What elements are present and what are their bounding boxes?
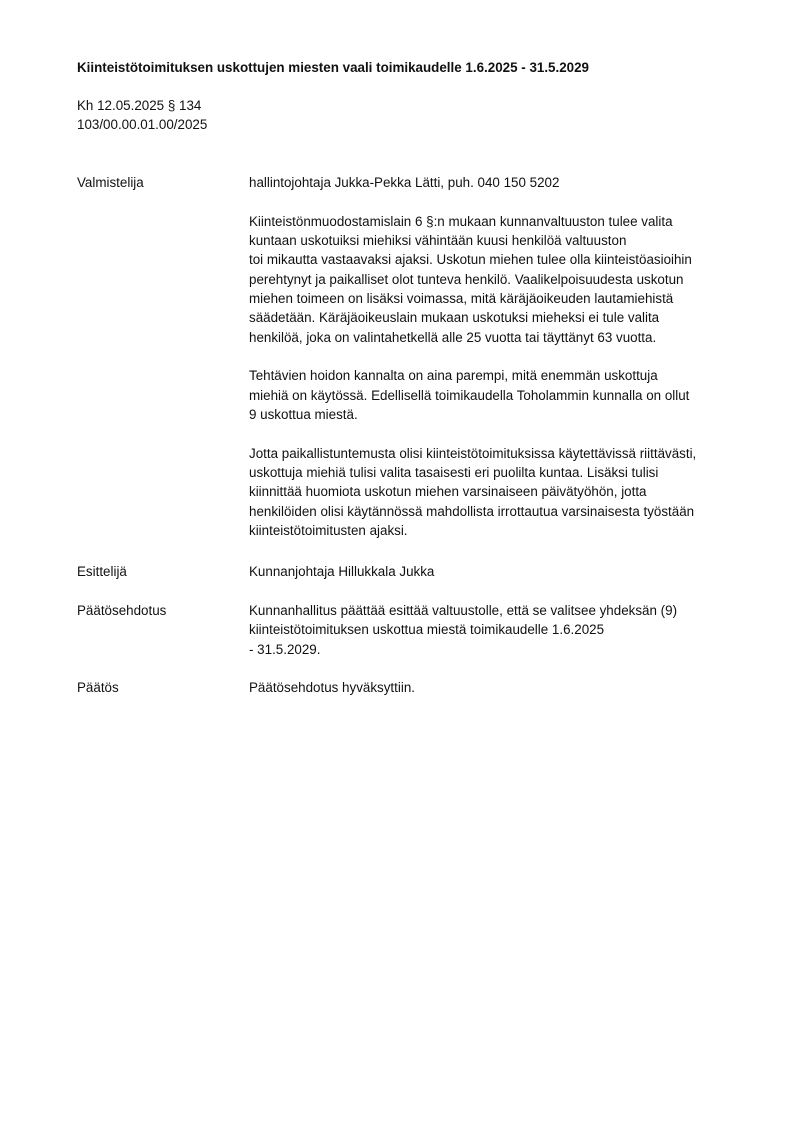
label-valmistelija: Valmistelija (77, 175, 144, 190)
text-line: miehiä on käytössä. Edellisellä toimikaudella Toholammin kunnalla on ollut (249, 387, 690, 403)
text-line: Kunnanhallitus päättää esittää valtuustolle, että se valitsee yhdeksän (9) (249, 603, 678, 618)
content-esittelija (249, 562, 744, 581)
preparer-name-text: hallintojohtaja Jukka-Pekka Lätti, puh. 040 150 5202 (249, 175, 560, 190)
label-paatos: Päätös (77, 680, 119, 695)
content-paatosehdotus (249, 601, 744, 659)
text-line: henkilöä, joka on valintahetkellä alle 25 vuotta tai täyttänyt 63 vuotta. (249, 329, 657, 345)
paragraph-1 (249, 212, 744, 347)
record-number: 103/00.00.01.00/2025 (77, 117, 208, 133)
text-line: henkilöiden olisi käytännössä mahdollista irrottautua varsinaisesta työstään (249, 503, 695, 519)
meeting-section-ref: Kh 12.05.2025 § 134 (77, 98, 202, 113)
label-esittelija: Esittelijä (77, 564, 127, 579)
text-line: Jotta paikallistuntemusta olisi kiinteistötoimituksissa käytettävissä riittävästi, (249, 445, 697, 461)
document-title: Kiinteistötoimituksen uskottujen miesten vaali toimikaudelle 1.6.2025 - 31.5.2029 (77, 60, 590, 75)
text-line: - 31.5.2029. (249, 641, 321, 657)
text-line: kiinnittää huomiota uskotun miehen varsinaiseen päivätyöhön, jotta (249, 484, 647, 500)
text-line: Tehtävien hoidon kannalta on aina parempi, mitä enemmän uskottuja (249, 368, 658, 384)
content-paatos (249, 678, 744, 697)
text-line: kiinteistötoimitusten ajaksi. (249, 522, 408, 538)
meeting-reference (77, 96, 477, 135)
text-line: miehen toimeen on lisäksi voimassa, mitä käräjäoikeuden lautamiehistä (249, 290, 674, 306)
text-line: toi mikautta vastaavaksi ajaksi. Uskotun miehen tulee olla kiinteistöasioihin (249, 252, 692, 268)
paragraph-2 (249, 366, 744, 424)
text-line: perehtynyt ja paikalliset olot tunteva henkilö. Vaalikelpoisuudesta uskotun (249, 271, 684, 287)
presenter-name: Kunnanjohtaja Hillukkala Jukka (249, 564, 435, 579)
preparer-name (249, 173, 744, 192)
decision-text: Päätösehdotus hyväksyttiin. (249, 680, 415, 695)
text-line: Kiinteistönmuodostamislain 6 §:n mukaan kunnanvaltuuston tulee valita (249, 213, 673, 229)
text-line: kiinteistötoimituksen uskottua miestä toimikaudelle 1.6.2025 (249, 622, 605, 638)
text-line: uskottuja miehiä tulisi valita tasaisesti eri puolilta kuntaa. Lisäksi tulisi (249, 465, 659, 481)
content-valmistelija (249, 173, 744, 540)
text-line: kuntaan uskotuiksi miehiksi vähintään kuusi henkilöä valtuuston (249, 233, 627, 249)
label-paatosehdotus: Päätösehdotus (77, 603, 167, 618)
paragraph-3 (249, 444, 744, 540)
text-line: säädetään. Käräjäoikeuslain mukaan uskotuksi mieheksi ei tule valita (249, 310, 660, 326)
text-line: 9 uskottua miestä. (249, 406, 358, 422)
